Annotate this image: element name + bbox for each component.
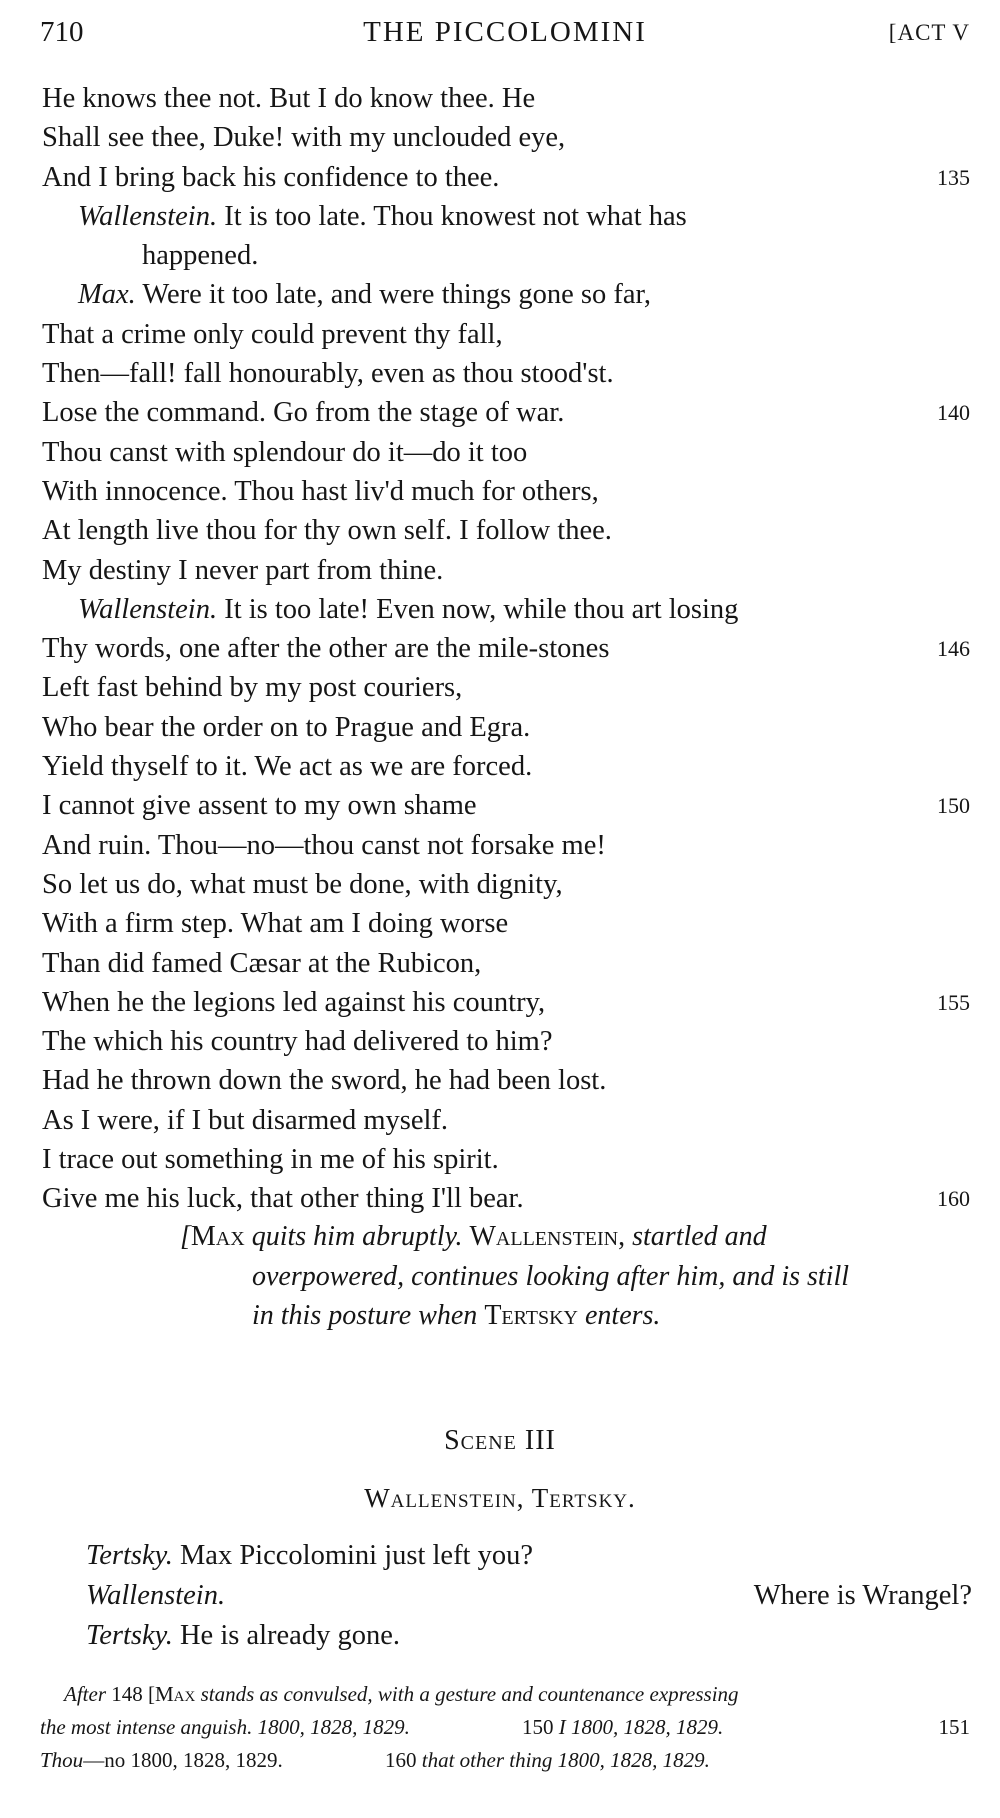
- speaker-name: Tertsky.: [86, 1540, 173, 1571]
- verse-text: Left fast behind by my post couriers,: [42, 672, 463, 704]
- verse-line: [0, 747, 1000, 786]
- verse-line: [0, 275, 1000, 314]
- dialogue-line: [0, 1536, 1000, 1576]
- verse-text: The which his country had delivered to him?: [42, 1026, 553, 1058]
- line-number: 135: [937, 164, 970, 190]
- line-number: 140: [937, 400, 970, 426]
- verse-text: And I bring back his confidence to thee.: [42, 161, 500, 193]
- verse-text: At length live thou for thy own self. I follow thee.: [42, 515, 612, 547]
- verse-block: [0, 79, 1000, 1219]
- dialogue-text: Max Piccolomini just left you?: [172, 1540, 534, 1571]
- verse-line: [0, 1101, 1000, 1140]
- verse-text: Had he thrown down the sword, he had been lost.: [42, 1065, 607, 1097]
- verse-text: When he the legions led against his country,: [42, 986, 546, 1018]
- verse-line: [0, 708, 1000, 747]
- verse-line: [0, 511, 1000, 550]
- line-number: 155: [937, 989, 970, 1015]
- verse-line: [0, 197, 1000, 236]
- line-number: 146: [937, 636, 970, 662]
- footnote-line: Thou—no 1800, 1828, 1829. 160 that other thing 1800, 1828, 1829.: [40, 1748, 710, 1772]
- footnotes: [40, 1678, 970, 1777]
- verse-text: As I were, if I but disarmed myself.: [42, 1104, 449, 1136]
- running-title: THE PICCOLOMINI: [363, 16, 647, 48]
- dialogue-block: [0, 1536, 1000, 1656]
- verse-line: [0, 236, 1000, 275]
- verse-line: [0, 393, 1000, 432]
- verse-text: My destiny I never part from thine.: [42, 554, 444, 586]
- verse-line: [0, 904, 1000, 943]
- verse-line: [0, 354, 1000, 393]
- scene-heading: Scene III: [444, 1425, 556, 1456]
- verse-line: [0, 315, 1000, 354]
- verse-line: [0, 786, 1000, 825]
- footnote-line: After 148 [Max stands as convulsed, with a gesture and countenance expressing: [64, 1682, 739, 1706]
- speaker-name: Tertsky.: [86, 1620, 173, 1651]
- verse-text: That a crime only could prevent thy fall,: [42, 318, 503, 350]
- dialogue-line: [0, 1576, 1000, 1616]
- page-number: 710: [40, 16, 84, 48]
- verse-text: With innocence. Thou hast liv'd much for others,: [42, 475, 599, 507]
- verse-text: Thou canst with splendour do it—do it too: [42, 436, 528, 468]
- verse-text: I cannot give assent to my own shame: [42, 790, 477, 822]
- verse-line: [0, 551, 1000, 590]
- verse-line: [0, 590, 1000, 629]
- verse-text: Than did famed Cæsar at the Rubicon,: [42, 947, 482, 979]
- verse-text: And ruin. Thou—no—thou canst not forsake me!: [42, 829, 606, 861]
- speaker-name: Wallenstein.: [86, 1580, 226, 1611]
- verse-line: [0, 1022, 1000, 1061]
- scene-persons: Wallenstein, Tertsky.: [364, 1483, 636, 1513]
- line-number: 150: [937, 793, 970, 819]
- stage-direction-wallenstein: Wallenstein,: [469, 1221, 626, 1252]
- verse-line: [0, 118, 1000, 157]
- verse-text: Lose the command. Go from the stage of war.: [42, 397, 565, 429]
- verse-text: Were it too late, and were things gone so far,: [135, 279, 651, 311]
- verse-text: It is too late. Thou knowest not what has: [217, 200, 687, 232]
- verse-line: [0, 629, 1000, 668]
- running-header: [40, 16, 970, 60]
- speaker-name: Wallenstein.: [78, 593, 218, 625]
- verse-text: It is too late! Even now, while thou art losing: [217, 593, 739, 625]
- verse-text: So let us do, what must be done, with dignity,: [42, 868, 563, 900]
- dialogue-text: He is already gone.: [172, 1620, 400, 1651]
- line-number: 160: [937, 1186, 970, 1212]
- verse-text: Give me his luck, that other thing I'll bear.: [42, 1183, 524, 1215]
- verse-line: [0, 1179, 1000, 1218]
- dialogue-text: Where is Wrangel?: [753, 1580, 972, 1611]
- verse-text: I trace out something in me of his spirit.: [42, 1144, 499, 1176]
- verse-line: [0, 1061, 1000, 1100]
- verse-text: Then—fall! fall honourably, even as thou stood'st.: [42, 358, 614, 390]
- verse-text: With a firm step. What am I doing worse: [42, 908, 509, 940]
- verse-line: [0, 1140, 1000, 1179]
- verse-line: [0, 79, 1000, 118]
- verse-line: [0, 983, 1000, 1022]
- act-label: [ACT V: [888, 20, 970, 45]
- stage-direction: [Max quits him abruptly. Wallenstein, startled and overpowered, continues looking after him, and is still in this posture when Tertsky enters.: [180, 1221, 850, 1331]
- speaker-name: Max.: [78, 279, 136, 311]
- verse-text: Thy words, one after the other are the mile-stones: [42, 633, 610, 665]
- stage-direction-max: Max: [190, 1221, 245, 1252]
- verse-text: He knows thee not. But I do know thee. He: [42, 83, 536, 114]
- verse-line: [0, 158, 1000, 197]
- verse-text: Yield thyself to it. We act as we are forced.: [42, 751, 533, 783]
- stage-direction-tertsky: Tertsky: [484, 1300, 578, 1331]
- verse-line: [0, 865, 1000, 904]
- verse-text: Who bear the order on to Prague and Egra.: [42, 711, 531, 743]
- verse-line: [0, 826, 1000, 865]
- verse-line: [0, 433, 1000, 472]
- verse-line: [0, 668, 1000, 707]
- verse-line: [0, 472, 1000, 511]
- verse-line: [0, 944, 1000, 983]
- verse-text: happened.: [142, 240, 259, 272]
- dialogue-line: [0, 1616, 1000, 1656]
- verse-text: Shall see thee, Duke! with my unclouded eye,: [42, 122, 566, 154]
- speaker-name: Wallenstein.: [78, 200, 218, 232]
- footnote-line: the most intense anguish. 1800, 1828, 1829. 150 I 1800, 1828, 1829. 151: [40, 1715, 970, 1739]
